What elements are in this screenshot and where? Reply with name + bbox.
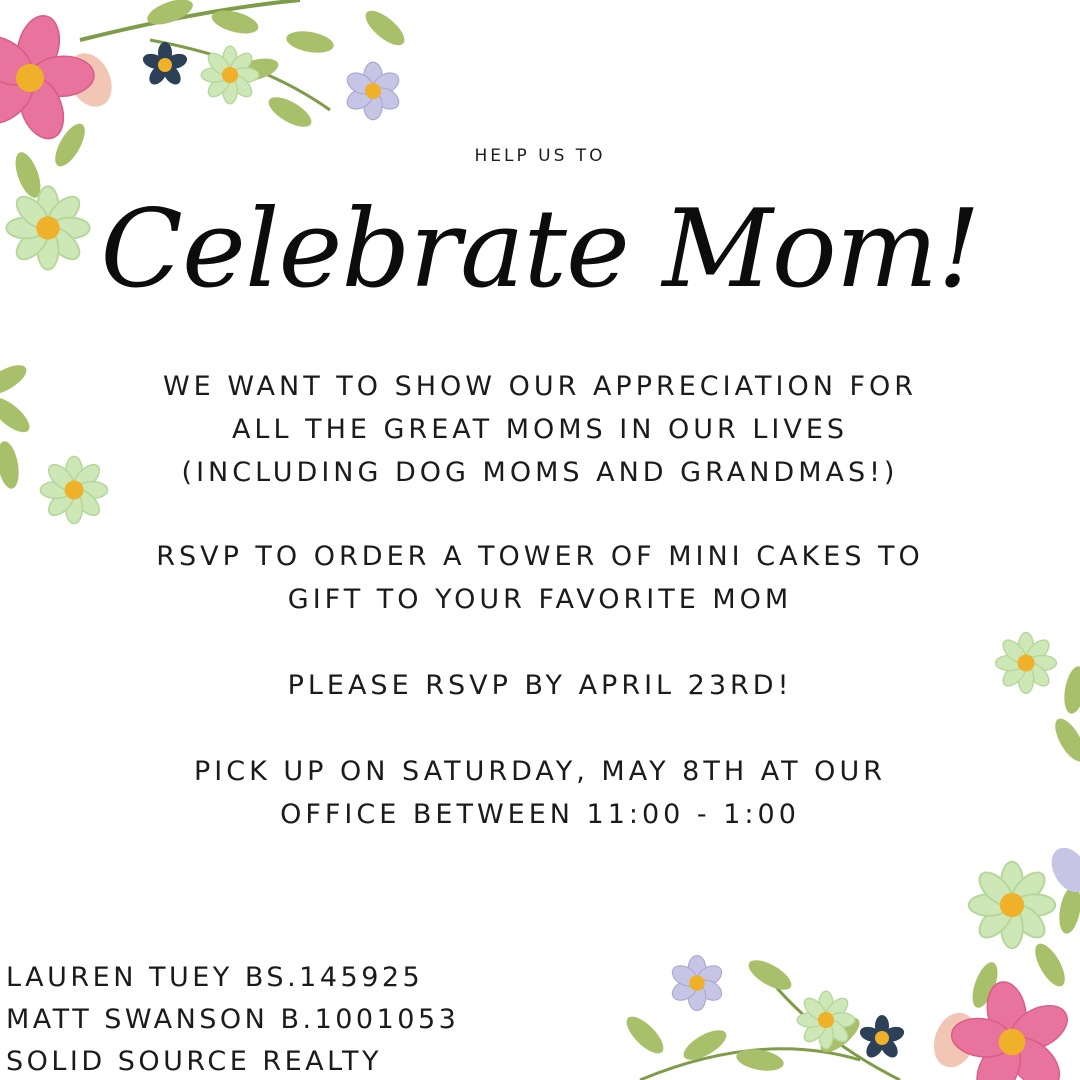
paragraph-line: WE WANT TO SHOW OUR APPRECIATION FOR: [162, 371, 918, 402]
headline-title: Celebrate Mom!: [100, 187, 980, 312]
paragraph-line: RSVP TO ORDER A TOWER OF MINI CAKES TO: [156, 541, 924, 572]
kicker-text: HELP US TO: [474, 146, 606, 166]
paragraph-line: (INCLUDING DOG MOMS AND GRANDMAS!): [181, 457, 899, 488]
agent-line: MATT SWANSON B.1001053: [6, 1004, 460, 1035]
floral-cluster-bottom-right: [621, 841, 1080, 1080]
paragraph-line: OFFICE BETWEEN 11:00 - 1:00: [280, 799, 800, 830]
rsvp-deadline-paragraph: [0, 664, 1080, 707]
paragraph-line: GIFT TO YOUR FAVORITE MOM: [287, 584, 793, 615]
paragraph-line: ALL THE GREAT MOMS IN OUR LIVES: [231, 414, 849, 445]
agent-line: LAUREN TUEY BS.145925: [6, 962, 424, 993]
paragraph-line: PLEASE RSVP BY APRIL 23RD!: [287, 670, 793, 701]
brokerage-name: SOLID SOURCE REALTY: [6, 1046, 382, 1077]
pickup-paragraph: [0, 750, 1080, 836]
appreciation-paragraph: [0, 365, 1080, 494]
rsvp-order-paragraph: [0, 535, 1080, 621]
agent-credits: [6, 957, 459, 1080]
paragraph-line: PICK UP ON SATURDAY, MAY 8TH AT OUR: [194, 756, 886, 787]
